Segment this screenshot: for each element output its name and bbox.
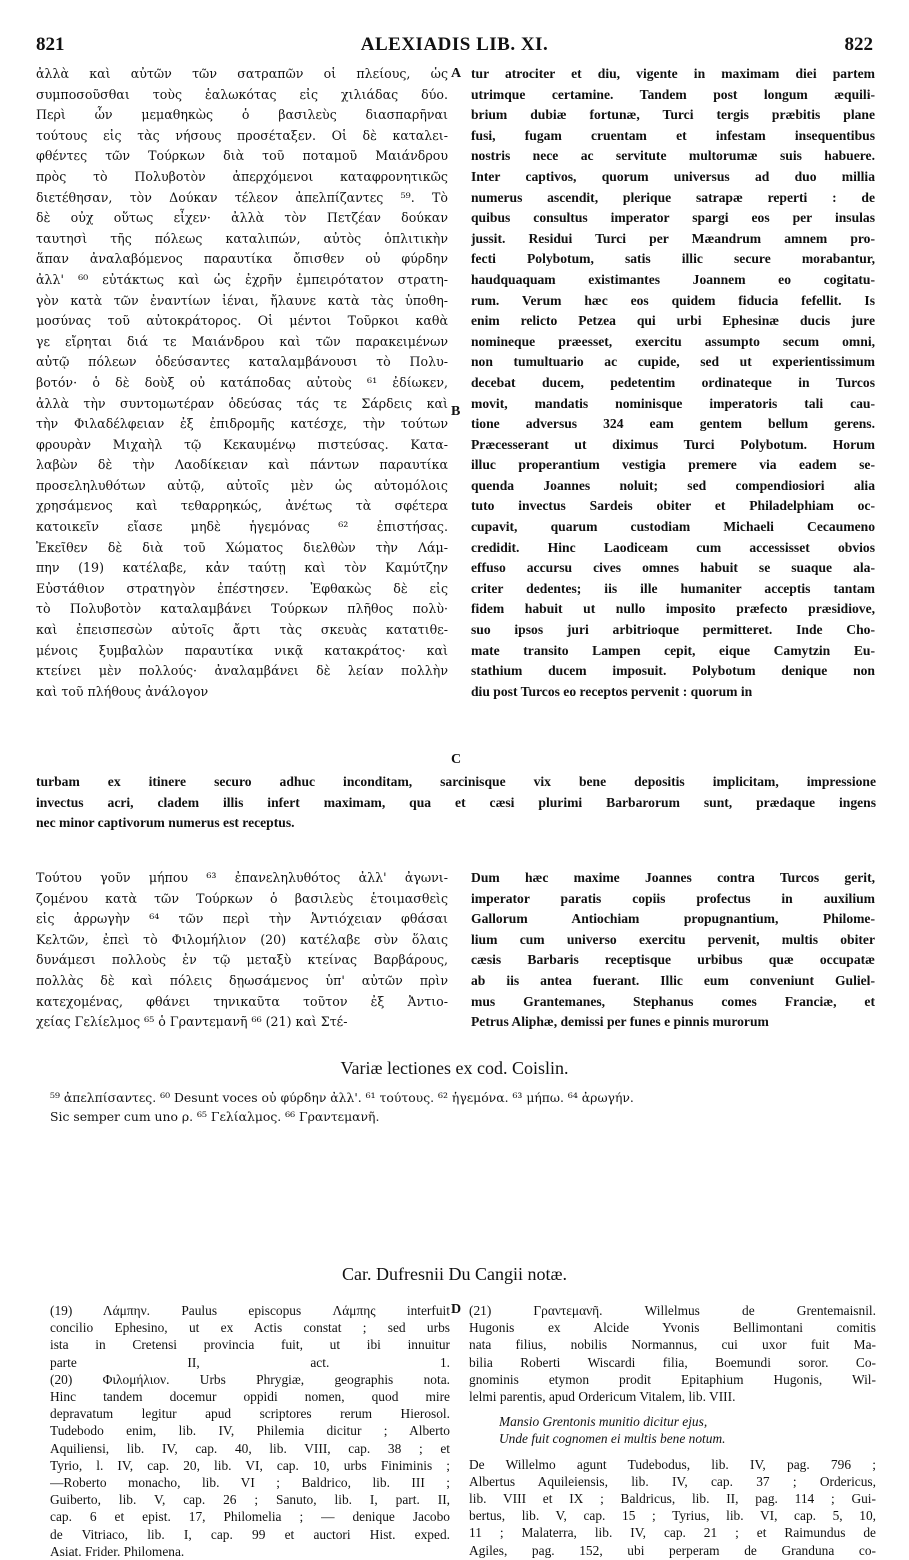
greek-line: ἅπαν ἀναλαβόμενος παραυτίκα ὄπισθεν οὐ φύρδην: [36, 251, 448, 267]
greek-line: ταυτησὶ τῆς πόλεως καταλιπών, αὐτὸς ὁπλιτικὴν: [36, 230, 448, 246]
latin-line: effuso accursu cives omnes habuit se suaque ala-: [471, 560, 875, 576]
note-line: Hinc tandem docemur oppidi nomen, quod mire: [50, 1389, 450, 1405]
notes-title: Car. Dufresnii Du Cangii notæ.: [342, 1264, 567, 1284]
variae-title: Variæ lectiones ex cod. Coislin.: [340, 1058, 569, 1078]
note-line: Aquiliensi, lib. IV, cap. 40, lib. VIII, cap. 38 ; et: [50, 1440, 450, 1456]
greek-line: καὶ τοῦ πλήθους ἀνάλογον: [36, 683, 209, 699]
greek-line: Περὶ ὧν μεμαθηκὼς ὁ βασιλεὺς διασπαρῆναι: [36, 107, 448, 123]
running-title: ALEXIADIS LIB. XI.: [360, 34, 549, 55]
greek-line: γε εἴρηται διά τε Μαιάνδρου καὶ τῶν παρακειμένων: [36, 333, 448, 349]
greek-line: ἀλλὰ τὴν συντομωτέραν ὁδεύσας τάς τε Σάρδεις καὶ: [36, 395, 448, 411]
margin-marker-c: C: [451, 752, 462, 767]
note-line: de Vitriaco, lib. I, cap. 99 et auctori Hist. exped.: [50, 1526, 450, 1542]
greek-line: ζομένου κατὰ τῶν Τούρκων ὁ βασιλεὺς ἑτοιμασθεὶς: [36, 890, 448, 906]
note-line: (21) Γραντεμανῆ. Willelmus de Grentemaisnil.: [469, 1303, 876, 1318]
latin-line: credidit. Hinc Laodiceam cum accessisset obvios: [471, 539, 875, 555]
greek-line: δὲ οὐχ οὕτως εἶχεν· ἀλλὰ τὸν Πετζέαν δούκαν: [36, 210, 448, 226]
latin-line: diu post Turcos eo receptos pervenit : quorum in: [471, 683, 753, 699]
greek-line: δυνάμεσι πολλοὺς ἐν τῷ μεταξὺ κτείνας Βαρβάρους,: [36, 952, 448, 968]
greek-line: διετέθησαν, τὸν Δούκαν τέλεον ἀπελπίζαντες ⁵⁹. Τὸ: [36, 189, 448, 205]
greek-line: πρὸς τὸ Πολυβοτὸν ἀπερχόμενοι καταφρονητικῶς: [36, 168, 448, 184]
note-line: cap. 6 et epist. 17, Philomelia ; — denique Jacobo: [50, 1509, 450, 1525]
greek-line: ἀλλὰ καὶ αὐτῶν τῶν σατραπῶν οἱ πλείους, ὡς: [36, 66, 448, 81]
latin-line: cæsis Barbaris receptisque urbibus quæ occupatæ: [471, 952, 875, 968]
greek-line: χρησάμενος καὶ τεθαρρηκώς, ἀνέτως τὰ σφέτερα: [36, 498, 448, 514]
page-number-right: 822: [844, 34, 873, 55]
latin-line: brium dubiæ fortunæ, Turci tergis præbitis plane: [471, 107, 875, 123]
note-line: Hugonis ex Alcide Yvonis Bellimontani comitis: [469, 1320, 876, 1336]
latin-line: mus Grantemanes, Stephanus comes Franciæ, et: [471, 993, 875, 1009]
greek-line: πολλὰς δὲ καὶ πόλεις δῃωσάμενος ὑπ' αὐτῶν πρὶν: [36, 972, 448, 988]
latin-line: quenda Joannes noluit; sed compendiosiori alia: [471, 477, 875, 493]
note-line: Tyrio, l. IV, cap. 20, lib. VI, cap. 10, urbs Finiminis ;: [50, 1457, 450, 1473]
latin-line: criter dedentes; iis ille humaniter acceptis tantam: [471, 580, 875, 596]
note-line: gnominis etymon prodit Epitaphium Hugonis, Wil-: [469, 1371, 876, 1387]
latin-line: movit, mandatis nominisque imperatoris tali cau-: [471, 395, 875, 411]
latin-line: cupavit, quarum custodiam Michaeli Cecaumeno: [471, 519, 875, 535]
margin-marker-a: A: [451, 66, 462, 81]
greek-text-column-2: [36, 868, 448, 1033]
greek-line: φρουρὰν Μιχαὴλ τῷ Κεκαυμένῳ πιστεύσας. Κατα-: [36, 436, 448, 452]
greek-line: προσεληλυθότων αὐτῷ, αὐτοῖς μὲν ὡς αὐτομόλοις: [36, 477, 448, 493]
greek-line: Κελτῶν, ἐπεὶ τὸ Φιλομήλιον (20) κατέλαβε σὺν ὅλαις: [36, 931, 448, 947]
latin-line: quibus consultus imperator spargi eos per insulas: [471, 210, 875, 226]
latin-line: tur atrociter et diu, vigente in maximam diei partem: [471, 66, 875, 81]
running-header: [36, 34, 873, 62]
greek-line: κατοικεῖν εἴασε μηδὲ ἡγεμόνας ⁶² ἐπιστήσας.: [36, 519, 448, 535]
latin-text-column: [471, 64, 875, 702]
latin-line: rum. Verum hæc eos quidem fiducia fefellit. Is: [471, 292, 875, 308]
greek-line: τούτους εἰς τὰς νήσους προσέταξεν. Οἱ δὲ καταλει-: [36, 127, 448, 143]
greek-line: Τούτου γοῦν μήπου ⁶³ ἐπανεληλυθότος ἀλλ' ἀγωνι-: [36, 870, 448, 885]
greek-line: τὸ Πολυβοτὸν καταλαμβάνει Τούρκων πλῆθος πολὺ·: [36, 601, 448, 617]
note-line: bertus, lib. V, cap. 15 ; Tyrius, lib. VI, cap. 5, 10,: [469, 1508, 876, 1524]
latin-line: non tumultuario ac cupide, sed ut experientissimum: [471, 354, 875, 370]
latin-line: utrimque certamine. Tandem post longum æquili-: [471, 86, 875, 102]
latin-line: Præcesserant ut diximus Turci Polybotum. Horum: [471, 436, 875, 452]
note-line: Albertus Aquileiensis, lib. IV, cap. 37 ; Ordericus,: [469, 1473, 876, 1489]
full-width-line: nec minor captivorum numerus est receptus.: [36, 815, 295, 831]
latin-line: Petrus Aliphæ, demissi per funes e pinnis murorum: [471, 1014, 769, 1030]
verse-spacer: [469, 1405, 876, 1413]
latin-line: suo ipsos juri arbitrioque permitteret. Inde Cho-: [471, 622, 875, 638]
verse-block: [469, 1413, 876, 1447]
note-line: parte II, act. 1.: [50, 1354, 450, 1370]
greek-line: μένοις ξυμβαλὼν παραυτίκα νικᾷ κατακράτος· καὶ: [36, 642, 448, 658]
latin-line: nostris nece ac servitute multorumæ suis habuere.: [471, 148, 875, 164]
greek-text-column: [36, 64, 448, 702]
note-line: lib. VIII et IX ; Baldricus, lib. II, pag. 114 ; Gui-: [469, 1491, 876, 1507]
greek-line: κατεχομένας, φθάνει τηνικαῦτα τοῦτον ἐξ Ἀντιο-: [36, 993, 448, 1009]
greek-line: λαβὼν δὲ τὴν Λαοδίκειαν καὶ πάντων παραυτίκα: [36, 457, 448, 473]
greek-line: Εὐστάθιον στρατηγὸν ἐπέστησεν. Ἐφθακὼς δὲ εἰς: [36, 580, 448, 596]
verse-line: Mansio Grentonis munitio dicitur ejus,: [499, 1414, 708, 1430]
latin-line: decebat ducem, pedetentim ordinateque in Turcos: [471, 374, 875, 390]
note-line: Agiles, pag. 152, ubi perperam de Granduna co-: [469, 1542, 876, 1558]
latin-line: tione adversus 324 eam gentem bellum gerens.: [471, 416, 875, 432]
note-line: lelmi parentis, apud Ordericum Vitalem, lib. VIII.: [469, 1389, 736, 1405]
note-line: nata filius, nobilis Normannus, cui uxor fuit Ma-: [469, 1337, 876, 1353]
latin-line: fusi, fugam cruentam et infestam insequentibus: [471, 127, 875, 143]
greek-line: αὐτῷ πόλεων ὁδεύσαντες καταλαμβάνουσι τὸ Πολυ-: [36, 354, 448, 370]
latin-line: enim relicto Petzea qui urbi Ephesinæ ducis jure: [471, 313, 875, 329]
greek-line: καὶ ἐπεισπεσὼν αὐτοῖς ἄρτι τὰς σκευὰς κατατιθε-: [36, 622, 448, 638]
latin-line: illuc properantium vestigia premere via eadem se-: [471, 457, 875, 473]
verse-spacer: [469, 1448, 876, 1456]
latin-line: stathium ducem imposuit. Polybotum denique non: [471, 663, 875, 679]
margin-marker-d: D: [451, 1302, 462, 1317]
latin-line: ab iis antea fuerant. Illic eum conveniunt Guliel-: [471, 972, 875, 988]
latin-line: nomineque præesset, exercitu assumpto secum omni,: [471, 333, 875, 349]
latin-line: Dum hæc maxime Joannes contra Turcos gerit,: [471, 870, 875, 885]
greek-line: ἀλλ' ⁶⁰ εὐτάκτως καὶ ὡς ἐχρῆν ἐμπειρότατον στρατη-: [36, 271, 448, 287]
greek-line: Ἐκεῖθεν δὲ διὰ τοῦ Χώματος διελθὼν τὴν Λάμ-: [36, 539, 448, 555]
margin-marker-b: B: [451, 404, 461, 419]
notes-left-column: [50, 1302, 450, 1560]
full-width-line: turbam ex itinere securo adhuc inconditam, sarcinisque vix bene depositis implicitam, impressione: [36, 774, 876, 789]
note-line: Tudebodo enim, lib. IV, Philemia dicitur ; Alberto: [50, 1423, 450, 1439]
note-line: bilia Roberti Wiscardi filia, Boemundi soror. Co-: [469, 1354, 876, 1370]
note-line: Guiberto, lib. V, cap. 26 ; Sanuto, lib. I, part. II,: [50, 1492, 450, 1508]
latin-line: jussit. Residui Turci per Mæandrum amnem pro-: [471, 230, 875, 246]
variant-reading-line: Sic semper cum uno ρ. ⁶⁵ Γελίαλμος. ⁶⁶ Γραντεμανῆ.: [50, 1109, 380, 1124]
latin-line: mate transito Lampen cepit, eique Camytzin Eu-: [471, 642, 875, 658]
note-line: —Roberto monacho, lib. VI ; Baldrico, lib. III ;: [50, 1475, 450, 1491]
greek-line: κτείνει μὲν πολλούς· ἀναλαμβάνει δὲ λείαν πολλὴν: [36, 663, 448, 679]
latin-line: numerus ascendit, plerique satrapæ reperti : de: [471, 189, 875, 205]
latin-line: lium cum universo exercitu pervenit, multis obiter: [471, 931, 875, 947]
latin-line: imperator paratis copiis profectus in auxilium: [471, 890, 875, 906]
greek-line: πην (19) κατέλαβε, κἀν ταύτῃ καὶ τὸν Καμύτζην: [36, 560, 448, 576]
greek-line: τὴν Φιλαδέλφειαν ἐξ ἐπιδρομῆς κατέσχε, τὴν τούτων: [36, 416, 448, 432]
note-line: De Willelmo agunt Tudebodus, lib. IV, pag. 796 ;: [469, 1456, 876, 1472]
note-line: depravatum legitur apud scriptores rerum Hierosol.: [50, 1406, 450, 1422]
latin-line: Gallorum Antiochiam propugnantium, Philome-: [471, 911, 875, 927]
note-line: (20) Φιλομήλιον. Urbs Phrygiæ, geographis nota.: [50, 1371, 450, 1387]
greek-line: φθέντες τῶν Τούρκων διὰ τοῦ ποταμοῦ Μαιάνδρου: [36, 148, 448, 164]
latin-line: haudquaquam existimantes Joannem eo cogitatu-: [471, 271, 875, 287]
variant-reading-line: ⁵⁹ ἀπελπίσαντες. ⁶⁰ Desunt voces οὐ φύρδην ἀλλ'. ⁶¹ τούτους. ⁶² ἡγεμόνα. ⁶³ μήπω. ⁶⁴ ἀρωγήν.: [50, 1090, 634, 1105]
greek-line: συμποσοῦσθαι τοὺς ἑαλωκότας εἰς χιλιάδας δύο.: [36, 86, 448, 102]
latin-text-column-2: [471, 868, 875, 1033]
latin-line: tuto invectus Sardeis obiter et Philadelphiam oc-: [471, 498, 875, 514]
note-line: concilio Ephesino, ut ex Actis constat ; sed urbs: [50, 1320, 450, 1336]
greek-line: εἰς ἀρρωγὴν ⁶⁴ τῶν περὶ τὴν Ἀντιόχειαν φθάσαι: [36, 911, 448, 927]
variae-lines: [50, 1088, 876, 1126]
greek-line: χείας Γελίελμος ⁶⁵ ὁ Γραντεμανῆ ⁶⁶ (21) καὶ Στέ-: [36, 1014, 348, 1030]
note-line: (19) Λάμπην. Paulus episcopus Λάμπης interfuit: [50, 1303, 450, 1318]
full-width-line: invectus acri, cladem illis infert maximam, qua et cæsi plurimi Barbarorum sunt, prædaque ingens: [36, 794, 876, 810]
latin-line: Inter captivos, quorum universus ad duo millia: [471, 168, 875, 184]
latin-line: fidem habuit ut nullo imposito præfecto præsidiove,: [471, 601, 875, 617]
full-width-paragraph: [36, 772, 876, 834]
note-line: 11 ; Malaterra, lib. IV, cap. 21 ; et Raimundus de: [469, 1525, 876, 1541]
greek-line: μοσύνας τοῦ αὐτοκράτορος. Οἱ μέντοι Τοῦρκοι καθὰ: [36, 313, 448, 329]
page-number-left: 821: [36, 34, 65, 55]
greek-line: βοτόν· ὁ δὲ δοὺξ οὐ κατάποδας αὐτοὺς ⁶¹ ἐδίωκεν,: [36, 374, 448, 390]
latin-line: fecti Polybotum, satis illic secure morabantur,: [471, 251, 875, 267]
note-line: ista in Cretensi provincia fuit, ut ibi innuitur: [50, 1337, 450, 1353]
greek-line: γὸν κατὰ τῶν ἐναντίων ἰέναι, ἤλαυνε κατὰ τὰς ὑποθη-: [36, 292, 448, 308]
note-line: Asiat. Frider. Philomena.: [50, 1543, 185, 1559]
verse-line: Unde fuit cognomen ei multis bene notum.: [499, 1431, 726, 1447]
notes-right-column: [469, 1302, 876, 1559]
